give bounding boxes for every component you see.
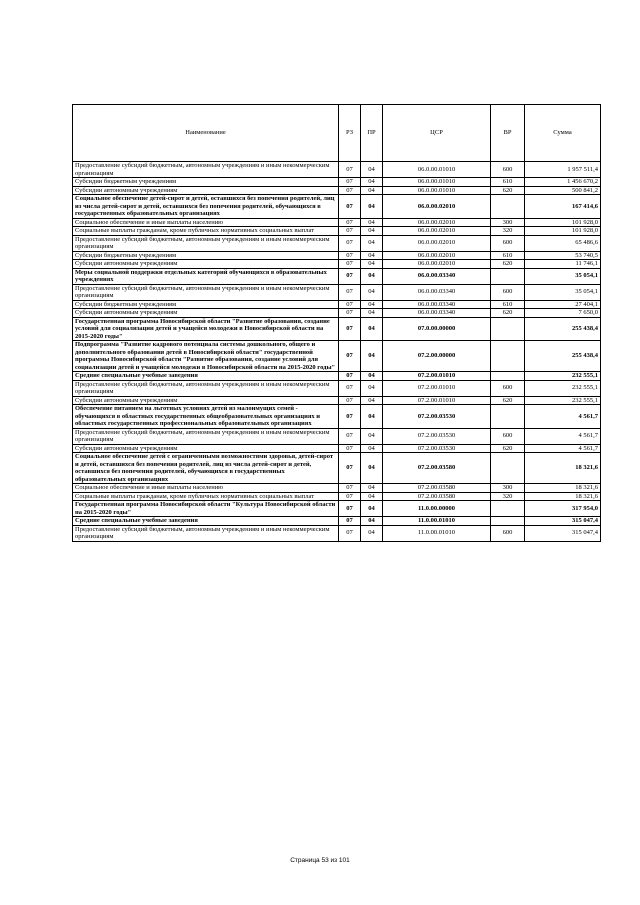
cell-sum: 27 404,1 [525, 300, 601, 309]
cell-vr [491, 341, 525, 372]
cell-rz: 07 [339, 186, 361, 195]
cell-pr: 04 [361, 501, 383, 517]
cell-vr [491, 195, 525, 219]
cell-csr: 07.2.00.03580 [383, 484, 491, 493]
cell-rz: 07 [339, 501, 361, 517]
cell-sum: 1 957 511,4 [525, 162, 601, 178]
cell-sum: 4 561,7 [525, 405, 601, 429]
cell-rz: 07 [339, 380, 361, 396]
cell-name: Государственная программа Новосибирской области "Культура Новосибирской области на 2015-2020 годы" [73, 501, 339, 517]
cell-name: Субсидии автономным учреждениям [73, 260, 339, 269]
cell-rz: 07 [339, 178, 361, 187]
cell-csr: 06.0.00.03340 [383, 268, 491, 284]
cell-csr: 06.0.00.03340 [383, 309, 491, 318]
cell-sum: 4 561,7 [525, 444, 601, 453]
cell-pr: 04 [361, 341, 383, 372]
cell-sum: 101 928,0 [525, 218, 601, 227]
cell-csr: 06.0.00.02010 [383, 227, 491, 236]
cell-name: Подпрограмма "Развитие кадрового потенциала системы дошкольного, общего и дополнительного образования детей в Новосибирской области" государственной программы Новосибирской области "Развитие образования, создание условий для социализации детей и учащейся молодежи в Новосибирской области на 2015-2020 годы" [73, 341, 339, 372]
cell-rz: 07 [339, 227, 361, 236]
cell-sum: 167 414,6 [525, 195, 601, 219]
cell-vr: 600 [491, 380, 525, 396]
cell-sum: 232 555,1 [525, 380, 601, 396]
cell-name: Субсидии бюджетным учреждениям [73, 251, 339, 260]
table-row [73, 501, 601, 517]
cell-name: Социальные выплаты гражданам, кроме публичных нормативных социальных выплат [73, 492, 339, 501]
cell-pr: 04 [361, 525, 383, 541]
cell-pr: 04 [361, 492, 383, 501]
table-row [73, 492, 601, 501]
table-header-row [73, 105, 601, 162]
cell-name: Субсидии автономным учреждениям [73, 186, 339, 195]
cell-pr: 04 [361, 405, 383, 429]
cell-name: Социальное обеспечение детей-сирот и детей, оставшихся без попечения родителей, лиц из числа детей-сирот и детей, оставшихся без попечения родителей, обучающихся в государственных образовательных организациях [73, 195, 339, 219]
table-row [73, 218, 601, 227]
table-row [73, 162, 601, 178]
cell-csr: 07.2.00.03580 [383, 492, 491, 501]
cell-name: Социальное обеспечение детей с ограниченными возможностями здоровья, детей-сирот и детей, оставшихся без попечения родителей, лиц из числа детей-сирот и детей, оставшихся без попечения родителей, обучающихся в государственных образовательных организациях [73, 453, 339, 484]
cell-rz: 07 [339, 517, 361, 526]
cell-pr: 04 [361, 380, 383, 396]
table-row [73, 484, 601, 493]
table-row [73, 251, 601, 260]
table-row [73, 453, 601, 484]
page-number: Страница 53 из 101 [290, 857, 350, 864]
cell-rz: 07 [339, 284, 361, 300]
cell-name: Государственная программа Новосибирской области "Развитие образования, создание условий для социализации детей и учащейся молодежи в Новосибирской области на 2015-2020 годы" [73, 317, 339, 341]
cell-csr: 07.2.00.01010 [383, 380, 491, 396]
table-row [73, 284, 601, 300]
table-row [73, 525, 601, 541]
cell-pr: 04 [361, 162, 383, 178]
cell-rz: 07 [339, 405, 361, 429]
header-sum: Сумма [525, 105, 601, 162]
cell-csr: 06.0.00.02010 [383, 195, 491, 219]
cell-pr: 04 [361, 444, 383, 453]
cell-csr: 07.2.00.03530 [383, 405, 491, 429]
cell-pr: 04 [361, 227, 383, 236]
cell-pr: 04 [361, 300, 383, 309]
table-row [73, 268, 601, 284]
cell-pr: 04 [361, 235, 383, 251]
cell-name: Субсидии автономным учреждениям [73, 444, 339, 453]
table-row [73, 372, 601, 381]
cell-rz: 07 [339, 235, 361, 251]
cell-name: Предоставление субсидий бюджетным, автономным учреждениям и иным некоммерческим организациям [73, 380, 339, 396]
cell-name: Предоставление субсидий бюджетным, автономным учреждениям и иным некоммерческим организациям [73, 284, 339, 300]
table-row [73, 444, 601, 453]
cell-sum: 500 841,2 [525, 186, 601, 195]
cell-vr: 610 [491, 300, 525, 309]
cell-csr: 11.0.00.01010 [383, 525, 491, 541]
cell-vr: 600 [491, 162, 525, 178]
cell-csr: 06.0.00.02010 [383, 251, 491, 260]
cell-csr: 07.2.00.01010 [383, 372, 491, 381]
cell-csr: 07.2.00.01010 [383, 396, 491, 405]
cell-sum: 18 321,6 [525, 492, 601, 501]
cell-csr: 06.0.00.01010 [383, 162, 491, 178]
cell-rz: 07 [339, 309, 361, 318]
cell-rz: 07 [339, 260, 361, 269]
table-row [73, 517, 601, 526]
cell-sum: 7 650,0 [525, 309, 601, 318]
cell-csr: 07.2.00.03530 [383, 428, 491, 444]
table-row [73, 178, 601, 187]
cell-csr: 06.0.00.02010 [383, 218, 491, 227]
cell-name: Предоставление субсидий бюджетным, автономным учреждениям и иным некоммерческим организациям [73, 162, 339, 178]
table-row [73, 260, 601, 269]
cell-vr: 600 [491, 525, 525, 541]
cell-csr: 06.0.00.02010 [383, 235, 491, 251]
cell-csr: 07.2.00.00000 [383, 341, 491, 372]
cell-vr [491, 517, 525, 526]
cell-name: Субсидии автономным учреждениям [73, 309, 339, 318]
cell-vr [491, 501, 525, 517]
cell-rz: 07 [339, 372, 361, 381]
cell-sum: 255 438,4 [525, 341, 601, 372]
cell-rz: 07 [339, 317, 361, 341]
cell-sum: 317 954,0 [525, 501, 601, 517]
header-name: Наименование [73, 105, 339, 162]
cell-pr: 04 [361, 195, 383, 219]
cell-rz: 07 [339, 453, 361, 484]
cell-vr [491, 405, 525, 429]
cell-rz: 07 [339, 396, 361, 405]
cell-name: Предоставление субсидий бюджетным, автономным учреждениям и иным некоммерческим организациям [73, 428, 339, 444]
cell-rz: 07 [339, 484, 361, 493]
table-row [73, 428, 601, 444]
cell-csr: 07.2.00.03530 [383, 444, 491, 453]
cell-rz: 07 [339, 268, 361, 284]
cell-name: Субсидии бюджетным учреждениям [73, 300, 339, 309]
cell-sum: 35 054,1 [525, 268, 601, 284]
cell-vr: 600 [491, 284, 525, 300]
cell-name: Предоставление субсидий бюджетным, автономным учреждениям и иным некоммерческим организациям [73, 525, 339, 541]
cell-sum: 11 746,1 [525, 260, 601, 269]
cell-pr: 04 [361, 178, 383, 187]
cell-vr: 600 [491, 428, 525, 444]
cell-vr: 600 [491, 235, 525, 251]
cell-csr: 07.0.00.00000 [383, 317, 491, 341]
cell-sum: 35 054,1 [525, 284, 601, 300]
cell-name: Обеспечение питанием на льготных условиях детей из малоимущих семей - обучающихся в областных государственных общеобразовательных организациях и областных государственных профессиональных образовательных организациях [73, 405, 339, 429]
cell-pr: 04 [361, 218, 383, 227]
cell-name: Средние специальные учебные заведения [73, 517, 339, 526]
cell-sum: 4 561,7 [525, 428, 601, 444]
cell-vr: 620 [491, 444, 525, 453]
cell-vr: 620 [491, 186, 525, 195]
cell-name: Меры социальной поддержки отдельных категорий обучающихся в образовательных учреждениях [73, 268, 339, 284]
cell-name: Субсидии автономным учреждениям [73, 396, 339, 405]
cell-vr: 300 [491, 218, 525, 227]
cell-vr: 620 [491, 309, 525, 318]
budget-table [72, 104, 601, 542]
cell-vr [491, 372, 525, 381]
cell-csr: 06.0.00.03340 [383, 284, 491, 300]
cell-pr: 04 [361, 309, 383, 318]
cell-sum: 315 047,4 [525, 517, 601, 526]
cell-sum: 255 438,4 [525, 317, 601, 341]
cell-rz: 07 [339, 218, 361, 227]
cell-vr: 320 [491, 492, 525, 501]
cell-vr: 610 [491, 251, 525, 260]
cell-vr [491, 453, 525, 484]
cell-name: Средние специальные учебные заведения [73, 372, 339, 381]
cell-rz: 07 [339, 428, 361, 444]
cell-sum: 65 486,6 [525, 235, 601, 251]
cell-pr: 04 [361, 268, 383, 284]
table-row [73, 317, 601, 341]
cell-vr: 300 [491, 484, 525, 493]
cell-csr: 06.0.00.01010 [383, 186, 491, 195]
cell-pr: 04 [361, 317, 383, 341]
table-row [73, 186, 601, 195]
cell-pr: 04 [361, 517, 383, 526]
cell-pr: 04 [361, 186, 383, 195]
cell-name: Предоставление субсидий бюджетным, автономным учреждениям и иным некоммерческим организациям [73, 235, 339, 251]
cell-sum: 18 321,6 [525, 484, 601, 493]
cell-vr: 620 [491, 396, 525, 405]
cell-rz: 07 [339, 341, 361, 372]
cell-sum: 1 456 670,2 [525, 178, 601, 187]
cell-sum: 18 321,6 [525, 453, 601, 484]
header-vr: ВР [491, 105, 525, 162]
table-row [73, 380, 601, 396]
cell-rz: 07 [339, 162, 361, 178]
cell-csr: 07.2.00.03580 [383, 453, 491, 484]
cell-sum: 315 047,4 [525, 525, 601, 541]
table-row [73, 341, 601, 372]
cell-pr: 04 [361, 396, 383, 405]
table-row [73, 396, 601, 405]
cell-csr: 11.0.00.00000 [383, 501, 491, 517]
cell-sum: 53 740,5 [525, 251, 601, 260]
cell-pr: 04 [361, 284, 383, 300]
cell-rz: 07 [339, 300, 361, 309]
cell-rz: 07 [339, 525, 361, 541]
cell-csr: 06.0.00.01010 [383, 178, 491, 187]
cell-name: Субсидии бюджетным учреждениям [73, 178, 339, 187]
header-csr: ЦСР [383, 105, 491, 162]
cell-rz: 07 [339, 492, 361, 501]
cell-sum: 232 555,1 [525, 372, 601, 381]
table-row [73, 309, 601, 318]
table-row [73, 300, 601, 309]
table-row [73, 195, 601, 219]
table-row [73, 405, 601, 429]
cell-rz: 07 [339, 195, 361, 219]
cell-vr: 620 [491, 260, 525, 269]
cell-csr: 06.0.00.02010 [383, 260, 491, 269]
cell-vr [491, 317, 525, 341]
cell-pr: 04 [361, 260, 383, 269]
cell-rz: 07 [339, 444, 361, 453]
cell-csr: 11.0.00.01010 [383, 517, 491, 526]
cell-vr: 610 [491, 178, 525, 187]
table-row [73, 227, 601, 236]
header-pr: ПР [361, 105, 383, 162]
cell-rz: 07 [339, 251, 361, 260]
cell-sum: 101 928,0 [525, 227, 601, 236]
cell-vr: 320 [491, 227, 525, 236]
cell-name: Социальное обеспечение и иные выплаты населению [73, 218, 339, 227]
cell-vr [491, 268, 525, 284]
cell-pr: 04 [361, 372, 383, 381]
header-rz: РЗ [339, 105, 361, 162]
cell-pr: 04 [361, 251, 383, 260]
cell-csr: 06.0.00.03340 [383, 300, 491, 309]
table-row [73, 235, 601, 251]
cell-sum: 232 555,1 [525, 396, 601, 405]
cell-name: Социальные выплаты гражданам, кроме публичных нормативных социальных выплат [73, 227, 339, 236]
cell-name: Социальное обеспечение и иные выплаты населению [73, 484, 339, 493]
cell-pr: 04 [361, 428, 383, 444]
cell-pr: 04 [361, 484, 383, 493]
cell-pr: 04 [361, 453, 383, 484]
table-body [73, 162, 601, 542]
